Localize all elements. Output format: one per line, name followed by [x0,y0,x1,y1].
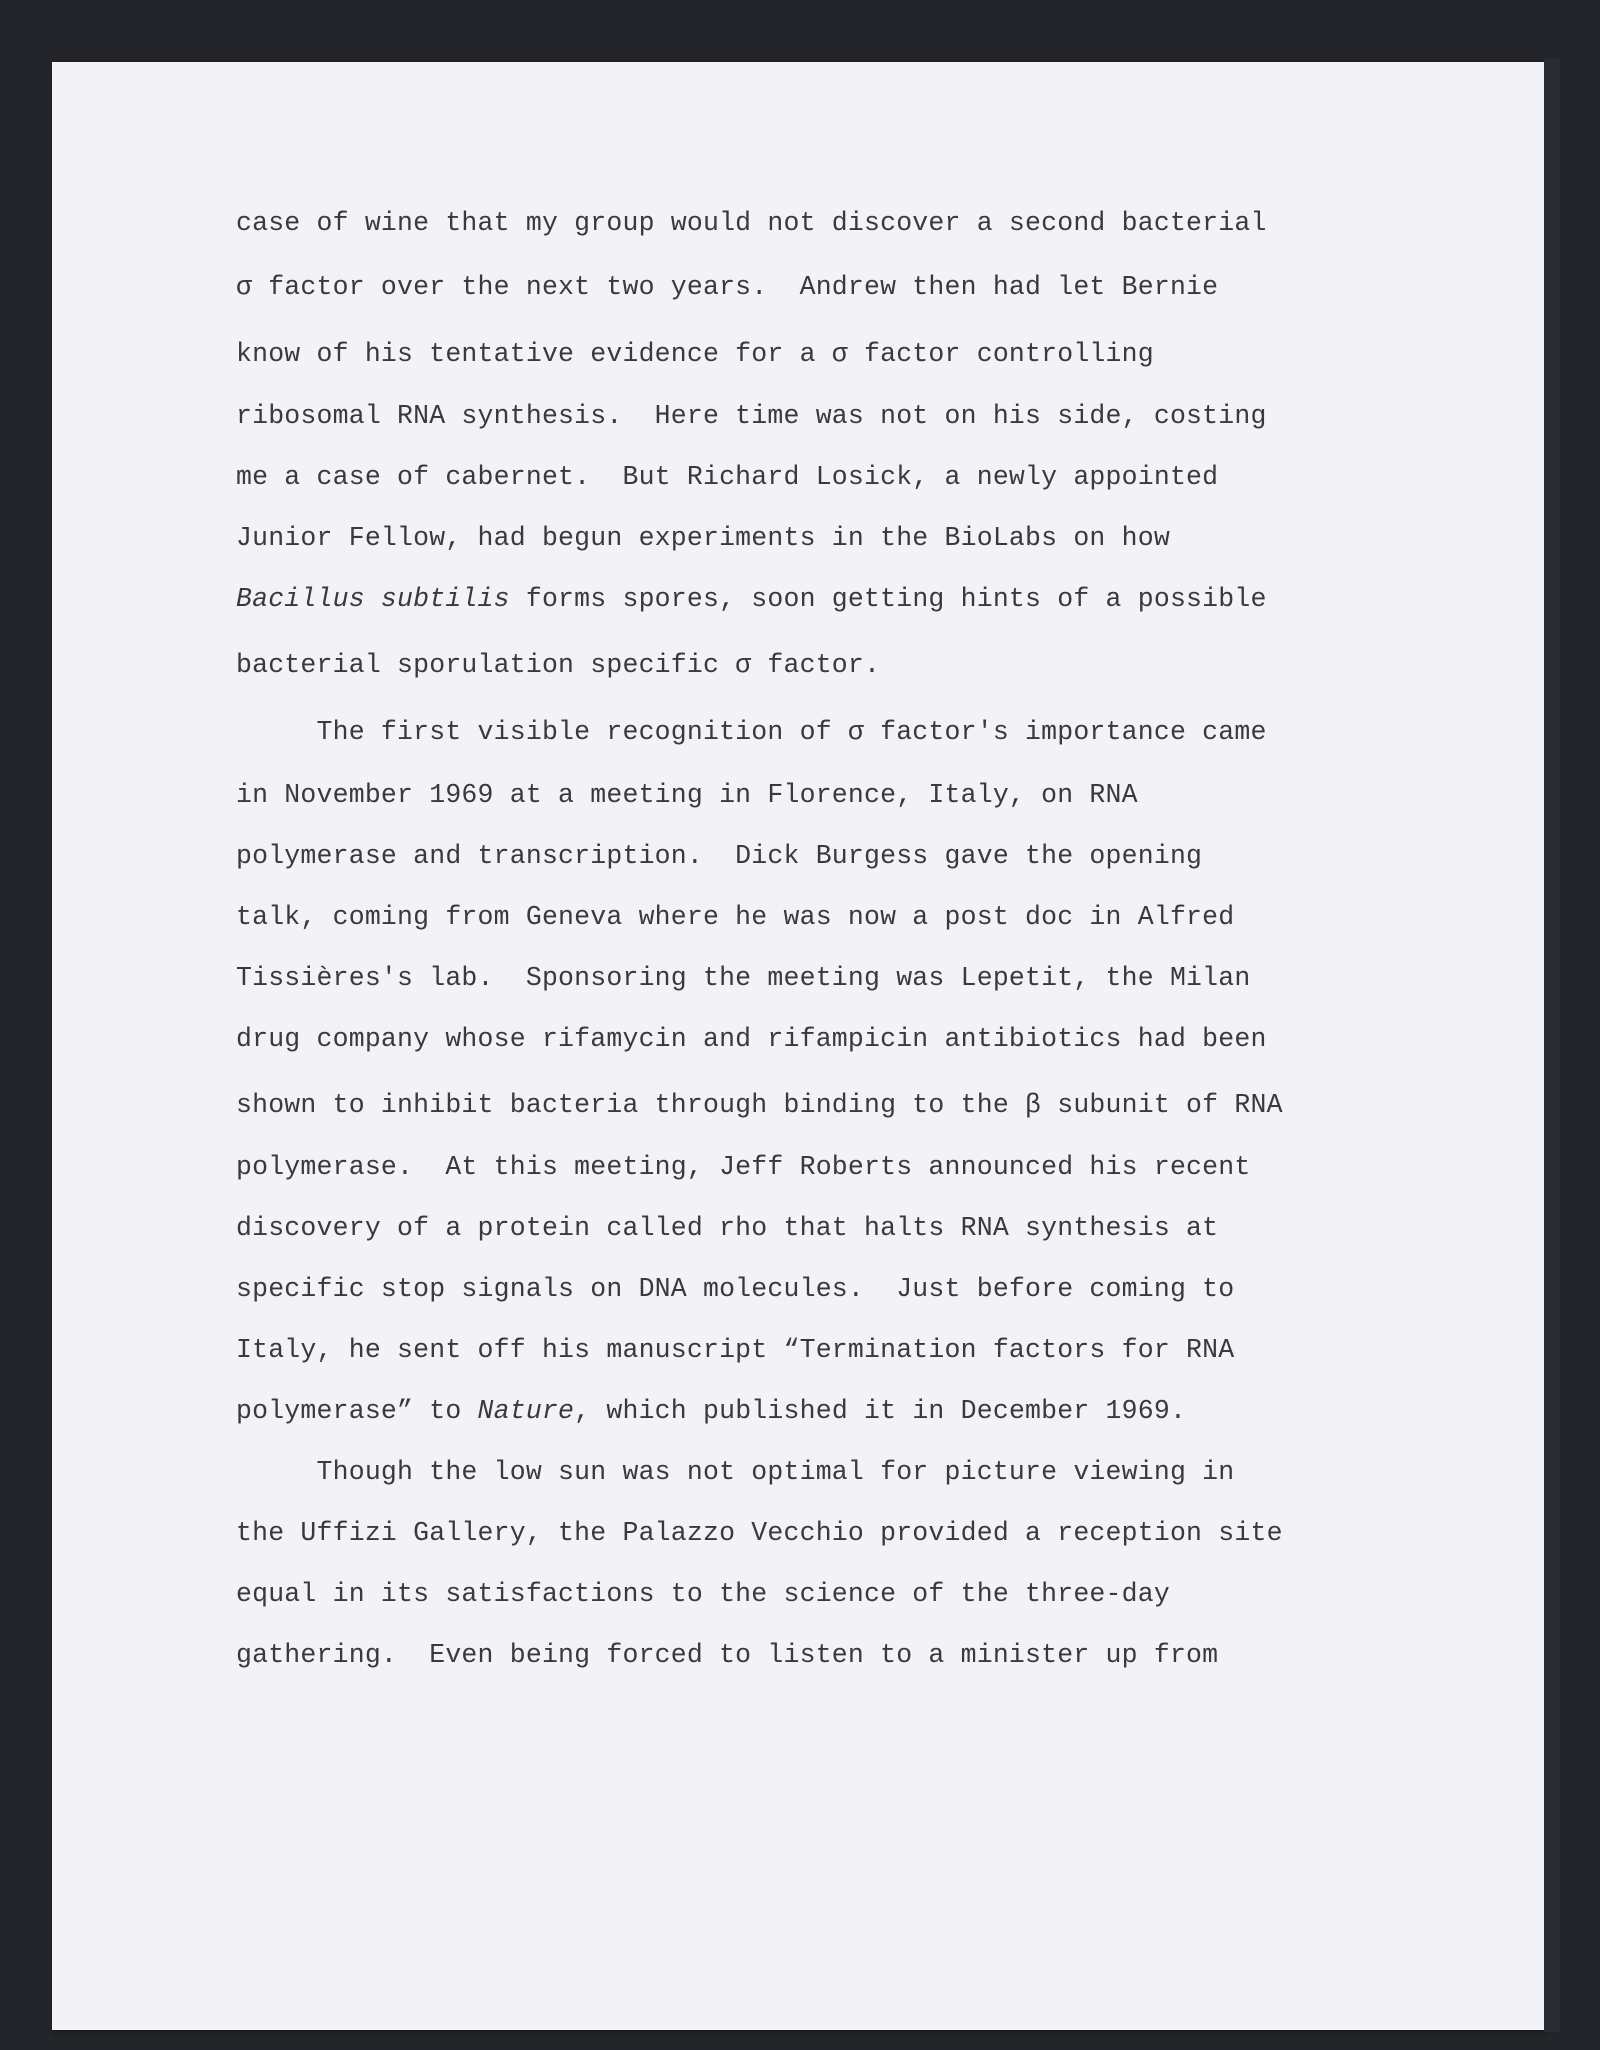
text-line-rest: forms spores, soon getting hints of a possible [509,584,1267,614]
text-line: σ factor over the next two years. Andrew then had let Bernie [236,272,1219,302]
text-line: talk, coming from Geneva where he was now a post doc in Alfred [236,902,1235,932]
italic-journal-name: Nature [477,1396,575,1426]
text-line-rest: , which published it in December 1969. [574,1396,1187,1426]
text-line: shown to inhibit bacteria through binding to the β subunit of RNA [236,1090,1283,1120]
text-line: equal in its satisfactions to the science of the three-day [236,1579,1170,1609]
text-line: specific stop signals on DNA molecules. Just before coming to [236,1274,1235,1304]
text-line [236,582,1267,616]
text-line: me a case of cabernet. But Richard Losick, a newly appointed [236,462,1219,492]
text-line: the Uffizi Gallery, the Palazzo Vecchio provided a reception site [236,1518,1283,1548]
paragraph-start-line: The first visible recognition of σ factor's importance came [236,717,1267,747]
italic-species-name: Bacillus subtilis [236,584,510,614]
text-line: Junior Fellow, had begun experiments in the BioLabs on how [236,523,1170,553]
text-line: discovery of a protein called rho that halts RNA synthesis at [236,1213,1219,1243]
text-line: Tissières's lab. Sponsoring the meeting was Lepetit, the Milan [236,963,1251,993]
text-line: Italy, he sent off his manuscript “Termination factors for RNA [236,1335,1235,1365]
text-line [236,1394,1186,1428]
text-line: ribosomal RNA synthesis. Here time was not on his side, costing [236,401,1267,431]
paper-stack-edge [1544,58,1560,2032]
text-line: drug company whose rifamycin and rifampicin antibiotics had been [236,1024,1267,1054]
text-line: bacterial sporulation specific σ factor. [236,650,881,680]
text-line: polymerase and transcription. Dick Burgess gave the opening [236,841,1203,871]
text-line: polymerase. At this meeting, Jeff Roberts announced his recent [236,1152,1251,1182]
text-line-start: polymerase” to [236,1396,478,1426]
text-line: in November 1969 at a meeting in Florence, Italy, on RNA [236,780,1138,810]
text-line: case of wine that my group would not discover a second bacterial [236,208,1267,238]
text-line: gathering. Even being forced to listen to a minister up from [236,1640,1219,1670]
text-line: know of his tentative evidence for a σ factor controlling [236,339,1154,369]
paragraph-start-line: Though the low sun was not optimal for picture viewing in [236,1457,1235,1487]
